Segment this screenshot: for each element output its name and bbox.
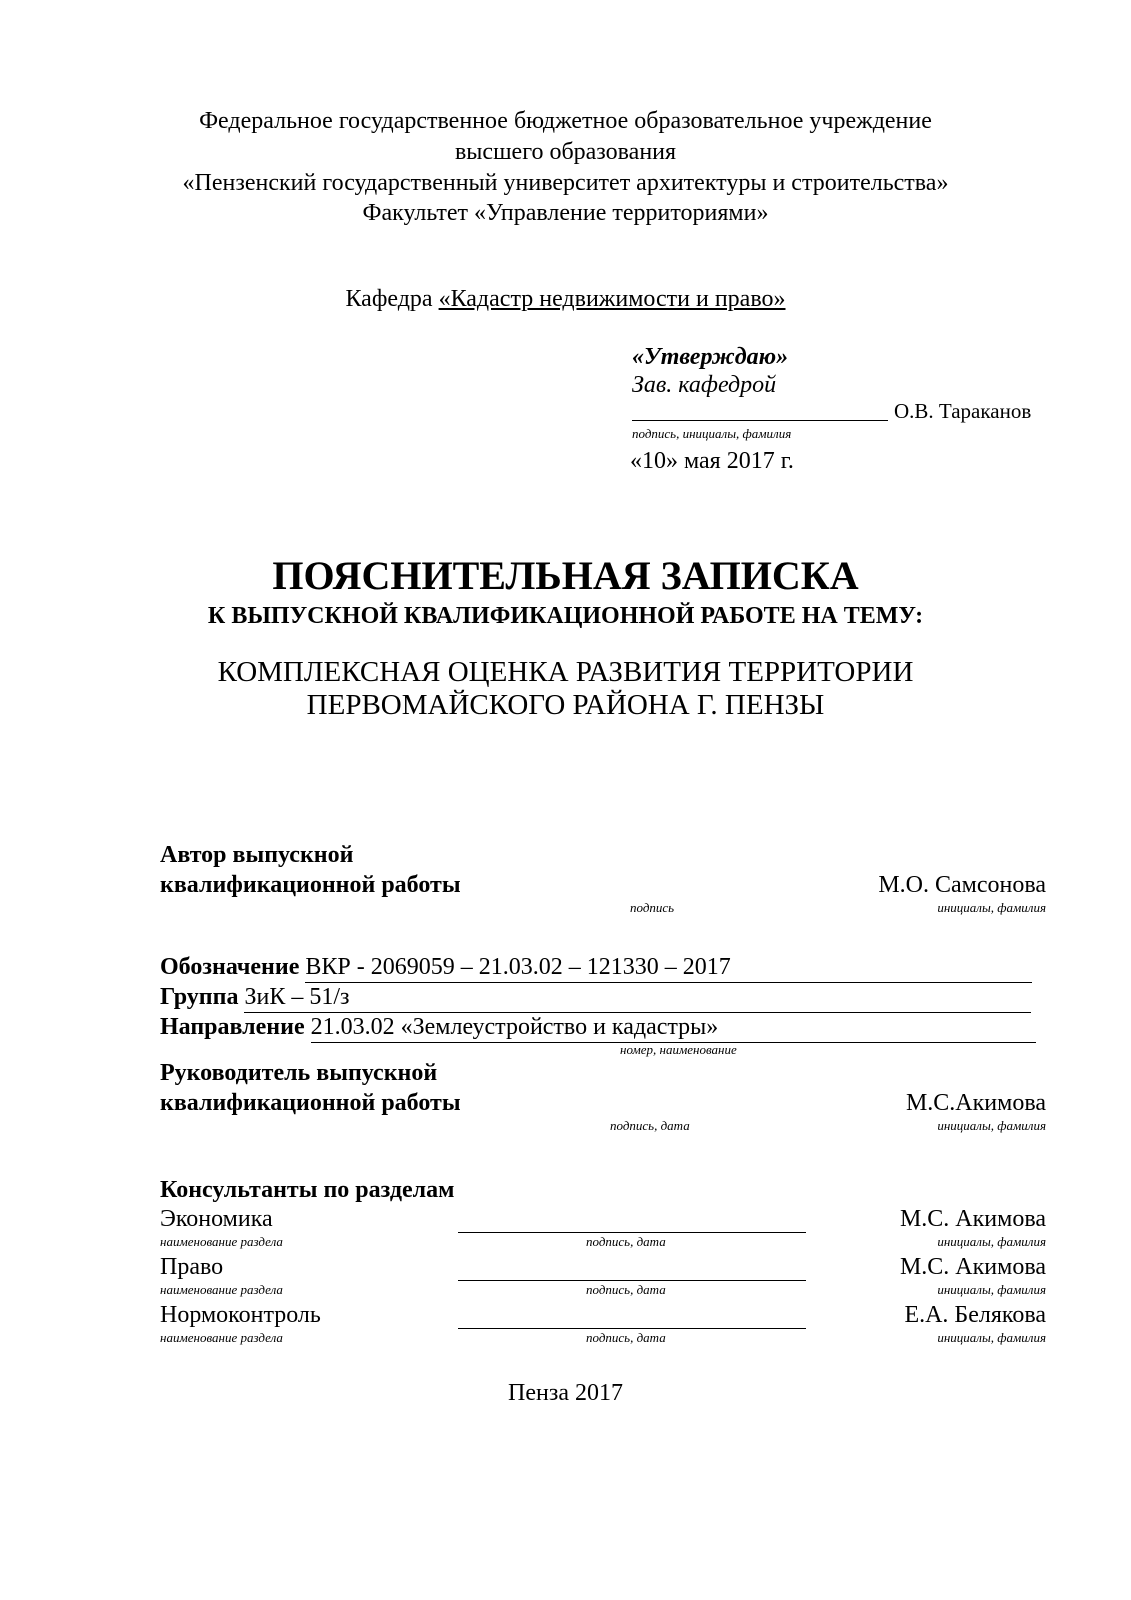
direction-label: Направление bbox=[160, 1014, 305, 1040]
topic-line-1: КОМПЛЕКСНАЯ ОЦЕНКА РАЗВИТИЯ ТЕРРИТОРИИ bbox=[217, 656, 914, 688]
supervisor-label-2: квалификационной работы bbox=[160, 1090, 461, 1116]
consultant-caption-section: наименование раздела bbox=[160, 1330, 283, 1345]
supervisor-caption-name: инициалы, фамилия bbox=[937, 1118, 1046, 1133]
direction-row bbox=[160, 1012, 1046, 1043]
group-value: ЗиК – 51/з bbox=[244, 982, 1031, 1013]
approval-signer: О.В. Тараканов bbox=[894, 399, 1032, 423]
designation-label: Обозначение bbox=[160, 954, 300, 980]
department-name: «Кадастр недвижимости и право» bbox=[438, 286, 786, 312]
department-line bbox=[0, 284, 1131, 314]
header-line-institution: Федеральное государственное бюджетное образовательное учреждение bbox=[199, 108, 932, 134]
header-line-faculty: Факультет «Управление территориями» bbox=[362, 200, 769, 226]
supervisor-name: М.С.Акимова bbox=[905, 1090, 1046, 1116]
consultant-row-law bbox=[160, 1252, 1046, 1298]
consultant-caption-name: инициалы, фамилия bbox=[937, 1234, 1046, 1249]
consultant-name: Е.А. Белякова bbox=[904, 1302, 1046, 1328]
group-label: Группа bbox=[160, 984, 239, 1010]
consultant-row-economics bbox=[160, 1204, 1046, 1250]
supervisor-label-1: Руководитель выпускной bbox=[160, 1060, 438, 1086]
consultant-caption-sign: подпись, дата bbox=[586, 1330, 666, 1345]
consultant-section: Право bbox=[160, 1254, 224, 1280]
consultant-caption-name: инициалы, фамилия bbox=[937, 1330, 1046, 1345]
author-label-2: квалификационной работы bbox=[160, 872, 461, 898]
consultant-section: Экономика bbox=[160, 1206, 273, 1232]
designation-row bbox=[160, 952, 1046, 983]
consultant-name: М.С. Акимова bbox=[899, 1206, 1046, 1232]
consultants-heading: Консультанты по разделам bbox=[160, 1177, 455, 1203]
consultant-caption-sign: подпись, дата bbox=[586, 1234, 666, 1249]
consultant-caption-sign: подпись, дата bbox=[586, 1282, 666, 1297]
approval-caption: подпись, инициалы, фамилия bbox=[632, 426, 792, 441]
approval-signature-line bbox=[632, 420, 888, 421]
approval-role: Зав. кафедрой bbox=[632, 372, 777, 398]
consultant-caption-section: наименование раздела bbox=[160, 1282, 283, 1297]
consultant-section: Нормоконтроль bbox=[160, 1302, 321, 1328]
department-prefix: Кафедра bbox=[345, 286, 433, 312]
document-subtitle: К ВЫПУСКНОЙ КВАЛИФИКАЦИОННОЙ РАБОТЕ НА ТЕМУ: bbox=[207, 603, 924, 629]
group-row bbox=[160, 982, 1046, 1013]
author-caption-sign: подпись bbox=[630, 900, 675, 915]
consultant-name: М.С. Акимова bbox=[899, 1254, 1046, 1280]
footer-city-year: Пенза 2017 bbox=[508, 1380, 623, 1406]
header-line-university: «Пензенский государственный университет архитектуры и строительства» bbox=[182, 170, 949, 196]
approval-title: «Утверждаю» bbox=[632, 344, 789, 370]
document-title: ПОЯСНИТЕЛЬНАЯ ЗАПИСКА bbox=[272, 553, 859, 598]
topic-line-2: ПЕРВОМАЙСКОГО РАЙОНА Г. ПЕНЗЫ bbox=[306, 689, 825, 721]
header-line-level: высшего образования bbox=[454, 139, 677, 165]
author-caption-name: инициалы, фамилия bbox=[937, 900, 1046, 915]
consultant-caption-section: наименование раздела bbox=[160, 1234, 283, 1249]
approval-date: «10» мая 2017 г. bbox=[630, 448, 794, 474]
direction-value: 21.03.02 «Землеустройство и кадастры» bbox=[311, 1012, 1036, 1043]
consultant-row-normcontrol bbox=[160, 1300, 1046, 1346]
author-name: М.О. Самсонова bbox=[878, 872, 1046, 898]
designation-value: ВКР - 2069059 – 21.03.02 – 121330 – 2017 bbox=[305, 952, 1032, 983]
consultant-caption-name: инициалы, фамилия bbox=[937, 1282, 1046, 1297]
direction-caption: номер, наименование bbox=[620, 1042, 737, 1057]
author-label-1: Автор выпускной bbox=[160, 842, 354, 868]
supervisor-caption-sign: подпись, дата bbox=[610, 1118, 690, 1133]
